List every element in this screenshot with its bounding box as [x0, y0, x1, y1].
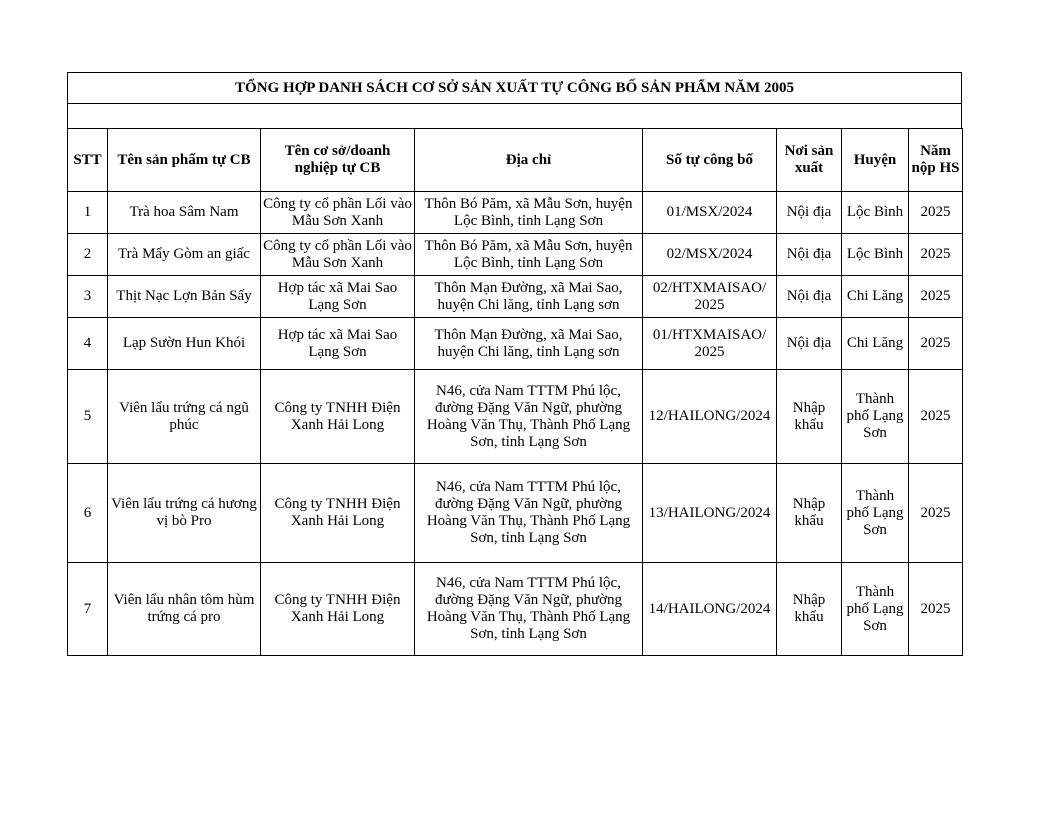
table-cell: 3	[68, 276, 108, 318]
table-row	[68, 464, 963, 563]
header-cell: Huyện	[842, 129, 909, 192]
blank-row	[67, 103, 962, 128]
table-cell: Hợp tác xã Mai Sao Lạng Sơn	[261, 318, 415, 370]
table-cell: Công ty TNHH Điện Xanh Hải Long	[261, 370, 415, 464]
header-cell: Số tự công bố	[643, 129, 777, 192]
table-cell: Nội địa	[777, 234, 842, 276]
table-cell: 02/HTXMAISAO/ 2025	[643, 276, 777, 318]
table-cell: Thành phố Lạng Sơn	[842, 370, 909, 464]
table-cell: 01/HTXMAISAO/ 2025	[643, 318, 777, 370]
table-cell: 2025	[909, 234, 963, 276]
table-cell: 4	[68, 318, 108, 370]
table-cell: Viên lẩu trứng cá hương vị bò Pro	[108, 464, 261, 563]
table-cell: 2	[68, 234, 108, 276]
table-cell: Nhập khẩu	[777, 464, 842, 563]
header-row	[68, 129, 963, 192]
table-cell: Lạp Sườn Hun Khói	[108, 318, 261, 370]
table-cell: Thôn Bó Păm, xã Mẫu Sơn, huyện Lộc Bình, tỉnh Lạng Sơn	[415, 192, 643, 234]
table-cell: Chi Lăng	[842, 318, 909, 370]
table-cell: Viên lẩu nhân tôm hùm trứng cá pro	[108, 563, 261, 656]
table-cell: N46, cửa Nam TTTM Phú lộc, đường Đặng Văn Ngữ, phường Hoàng Văn Thụ, Thành Phố Lạng Sơn, tỉnh Lạng Sơn	[415, 563, 643, 656]
table-cell: N46, cửa Nam TTTM Phú lộc, đường Đặng Văn Ngữ, phường Hoàng Văn Thụ, Thành Phố Lạng Sơn, tỉnh Lạng Sơn	[415, 464, 643, 563]
table-cell: Trà Mẩy Gòm an giấc	[108, 234, 261, 276]
table-row	[68, 192, 963, 234]
table-row	[68, 370, 963, 464]
table-cell: Công ty TNHH Điện Xanh Hải Long	[261, 563, 415, 656]
table-cell: 14/HAILONG/2024	[643, 563, 777, 656]
table-row	[68, 234, 963, 276]
table-cell: Lộc Bình	[842, 192, 909, 234]
table-cell: Công ty cổ phần Lối vào Mẫu Sơn Xanh	[261, 234, 415, 276]
table-cell: Công ty cổ phần Lối vào Mẫu Sơn Xanh	[261, 192, 415, 234]
spreadsheet	[67, 72, 963, 656]
table-cell: 01/MSX/2024	[643, 192, 777, 234]
sheet-title	[67, 72, 962, 103]
table-cell: 2025	[909, 370, 963, 464]
table-cell: Chi Lăng	[842, 276, 909, 318]
table-cell: 12/HAILONG/2024	[643, 370, 777, 464]
product-table	[67, 128, 963, 656]
table-row	[68, 276, 963, 318]
table-cell: 13/HAILONG/2024	[643, 464, 777, 563]
header-cell: Tên cơ sở/doanh nghiệp tự CB	[261, 129, 415, 192]
table-cell: Nội địa	[777, 318, 842, 370]
table-cell: Thịt Nạc Lợn Bản Sấy	[108, 276, 261, 318]
header-cell: Địa chỉ	[415, 129, 643, 192]
table-cell: Nội địa	[777, 192, 842, 234]
table-cell: Thôn Mạn Đường, xã Mai Sao, huyện Chi lăng, tỉnh Lạng sơn	[415, 318, 643, 370]
table-cell: Nội địa	[777, 276, 842, 318]
table-cell: Lộc Bình	[842, 234, 909, 276]
table-cell: Trà hoa Sâm Nam	[108, 192, 261, 234]
table-cell: 2025	[909, 318, 963, 370]
table-cell: Viên lẩu trứng cá ngũ phúc	[108, 370, 261, 464]
table-cell: 1	[68, 192, 108, 234]
table-cell: 02/MSX/2024	[643, 234, 777, 276]
table-cell: Thành phố Lạng Sơn	[842, 563, 909, 656]
table-cell: Thành phố Lạng Sơn	[842, 464, 909, 563]
header-cell: Nơi sản xuất	[777, 129, 842, 192]
table-row	[68, 318, 963, 370]
header-cell: Năm nộp HS	[909, 129, 963, 192]
table-cell: Thôn Bó Păm, xã Mẫu Sơn, huyện Lộc Bình, tỉnh Lạng Sơn	[415, 234, 643, 276]
table-cell: Nhập khẩu	[777, 370, 842, 464]
table-cell: Hợp tác xã Mai Sao Lạng Sơn	[261, 276, 415, 318]
table-cell: 6	[68, 464, 108, 563]
table-cell: Thôn Mạn Đường, xã Mai Sao, huyện Chi lăng, tỉnh Lạng sơn	[415, 276, 643, 318]
table-cell: 5	[68, 370, 108, 464]
table-cell: 7	[68, 563, 108, 656]
table-cell: 2025	[909, 464, 963, 563]
table-cell: N46, cửa Nam TTTM Phú lộc, đường Đặng Văn Ngữ, phường Hoàng Văn Thụ, Thành Phố Lạng Sơn, tỉnh Lạng Sơn	[415, 370, 643, 464]
table-cell: 2025	[909, 563, 963, 656]
title-text: TỔNG HỢP DANH SÁCH CƠ SỞ SẢN XUẤT TỰ CÔNG BỐ SẢN PHẨM NĂM 2005	[235, 79, 794, 96]
header-cell: Tên sản phẩm tự CB	[108, 129, 261, 192]
table-cell: Nhập khẩu	[777, 563, 842, 656]
header-cell: STT	[68, 129, 108, 192]
table-cell: 2025	[909, 276, 963, 318]
table-row	[68, 563, 963, 656]
table-cell: 2025	[909, 192, 963, 234]
table-cell: Công ty TNHH Điện Xanh Hải Long	[261, 464, 415, 563]
